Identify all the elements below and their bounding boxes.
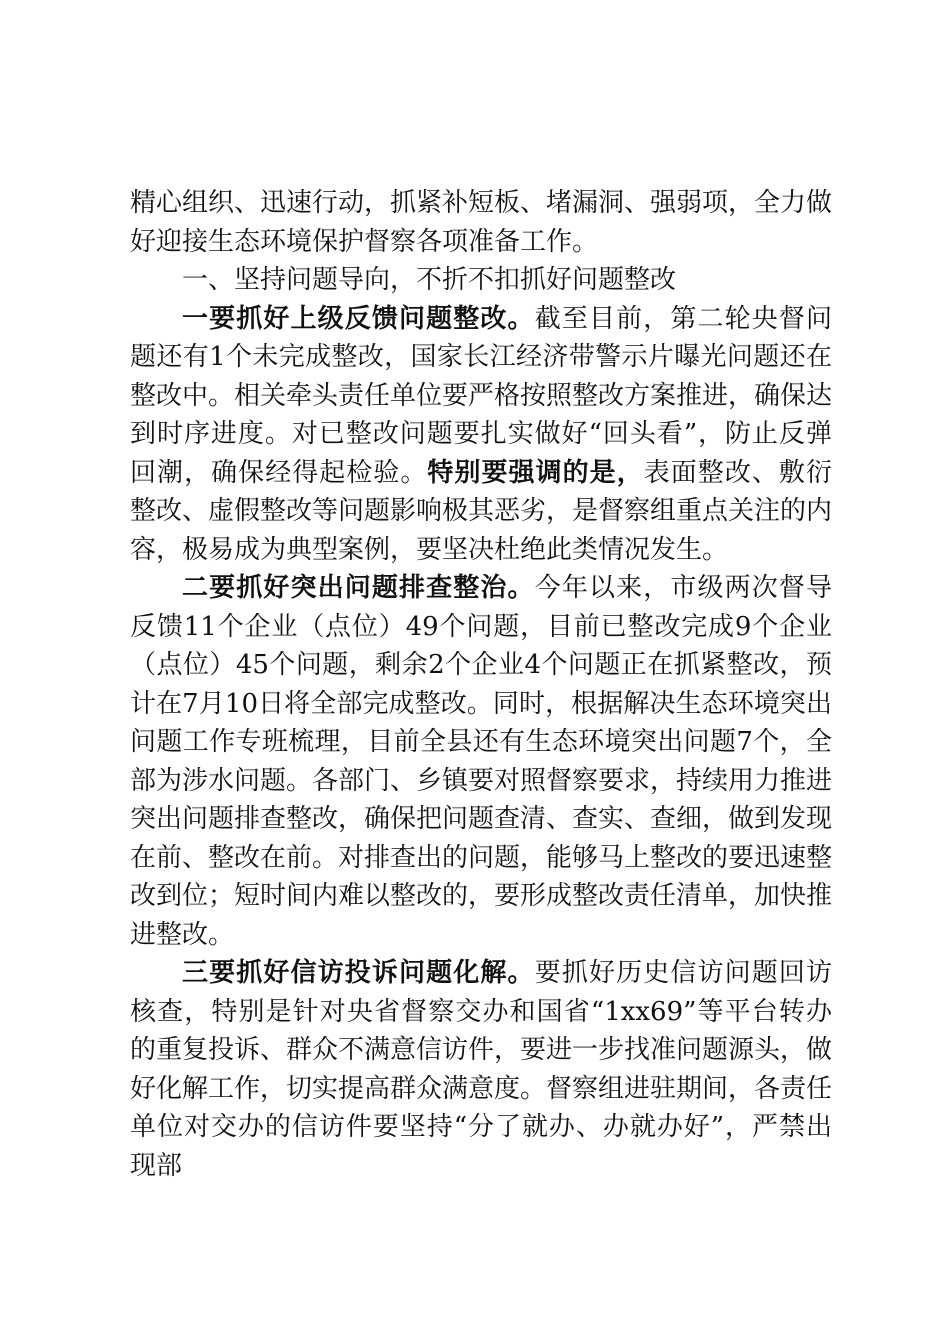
paragraph-item-3 xyxy=(130,954,832,1185)
paragraph-text: 要抓好历史信访问题回访核查，特别是针对央省督察交办和国省“1xx69”等平台转办的重复投诉、群众不满意信访件，要进一步找准问题源头，做好化解工作，切实提高群众满意度。督察组进驻期间，各责任单位对交办的信访件要坚持“分了就办、办就办好”，严禁出现部 xyxy=(130,958,833,1181)
paragraph-emphasis: 特别要强调的是， xyxy=(427,457,644,488)
paragraph-lead: 二要抓好突出问题排查整治。 xyxy=(182,573,535,603)
paragraph-item-1 xyxy=(130,300,832,570)
paragraph-tail: 表面整改、敷衍整改、虚假整改等问题影响极其恶劣，是督察组重点关注的内容，极易成为典型案例，要坚决杜绝此类情况发生。 xyxy=(130,457,833,565)
paragraph-text: 今年以来，市级两次督导反馈11个企业（点位）49个问题，目前已整改完成9个企业（点位）45个问题，剩余2个企业4个问题正在抓紧整改，预计在7月10日将全部完成整改。同时，根据解决生态环境突出问题工作专班梳理，目前全县还有生态环境突出问题7个，全部为涉水问题。各部门、乡镇要对照督察要求，持续用力推进突出问题排查整改，确保把问题查清、查实、查细，做到发现在前、整改在前。对排查出的问题，能够马上整改的要迅速整改到位；短时间内难以整改的，要形成整改责任清单，加快推进整改。 xyxy=(130,573,833,950)
document-body xyxy=(130,184,832,1185)
paragraph-text: 精心组织、迅速行动，抓紧补短板、堵漏洞、强弱项，全力做好迎接生态环境保护督察各项准备工作。 xyxy=(130,188,833,257)
paragraph-lead: 一要抓好上级反馈问题整改。 xyxy=(182,303,535,334)
section-heading-text: 一、坚持问题导向，不折不扣抓好问题整改 xyxy=(182,265,677,295)
section-heading xyxy=(130,261,832,300)
paragraph-lead: 三要抓好信访投诉问题化解。 xyxy=(182,958,535,988)
paragraph-continuation xyxy=(130,184,832,261)
paragraph-item-2 xyxy=(130,569,832,954)
paragraph-text: 截至目前，第二轮央督问题还有1个未完成整改，国家长江经济带警示片曝光问题还在整改中。相关牵头责任单位要严格按照整改方案推进，确保达到时序进度。对已整改问题要扎实做好“回头看”，防止反弹回潮，确保经得起检验。 xyxy=(130,303,833,488)
